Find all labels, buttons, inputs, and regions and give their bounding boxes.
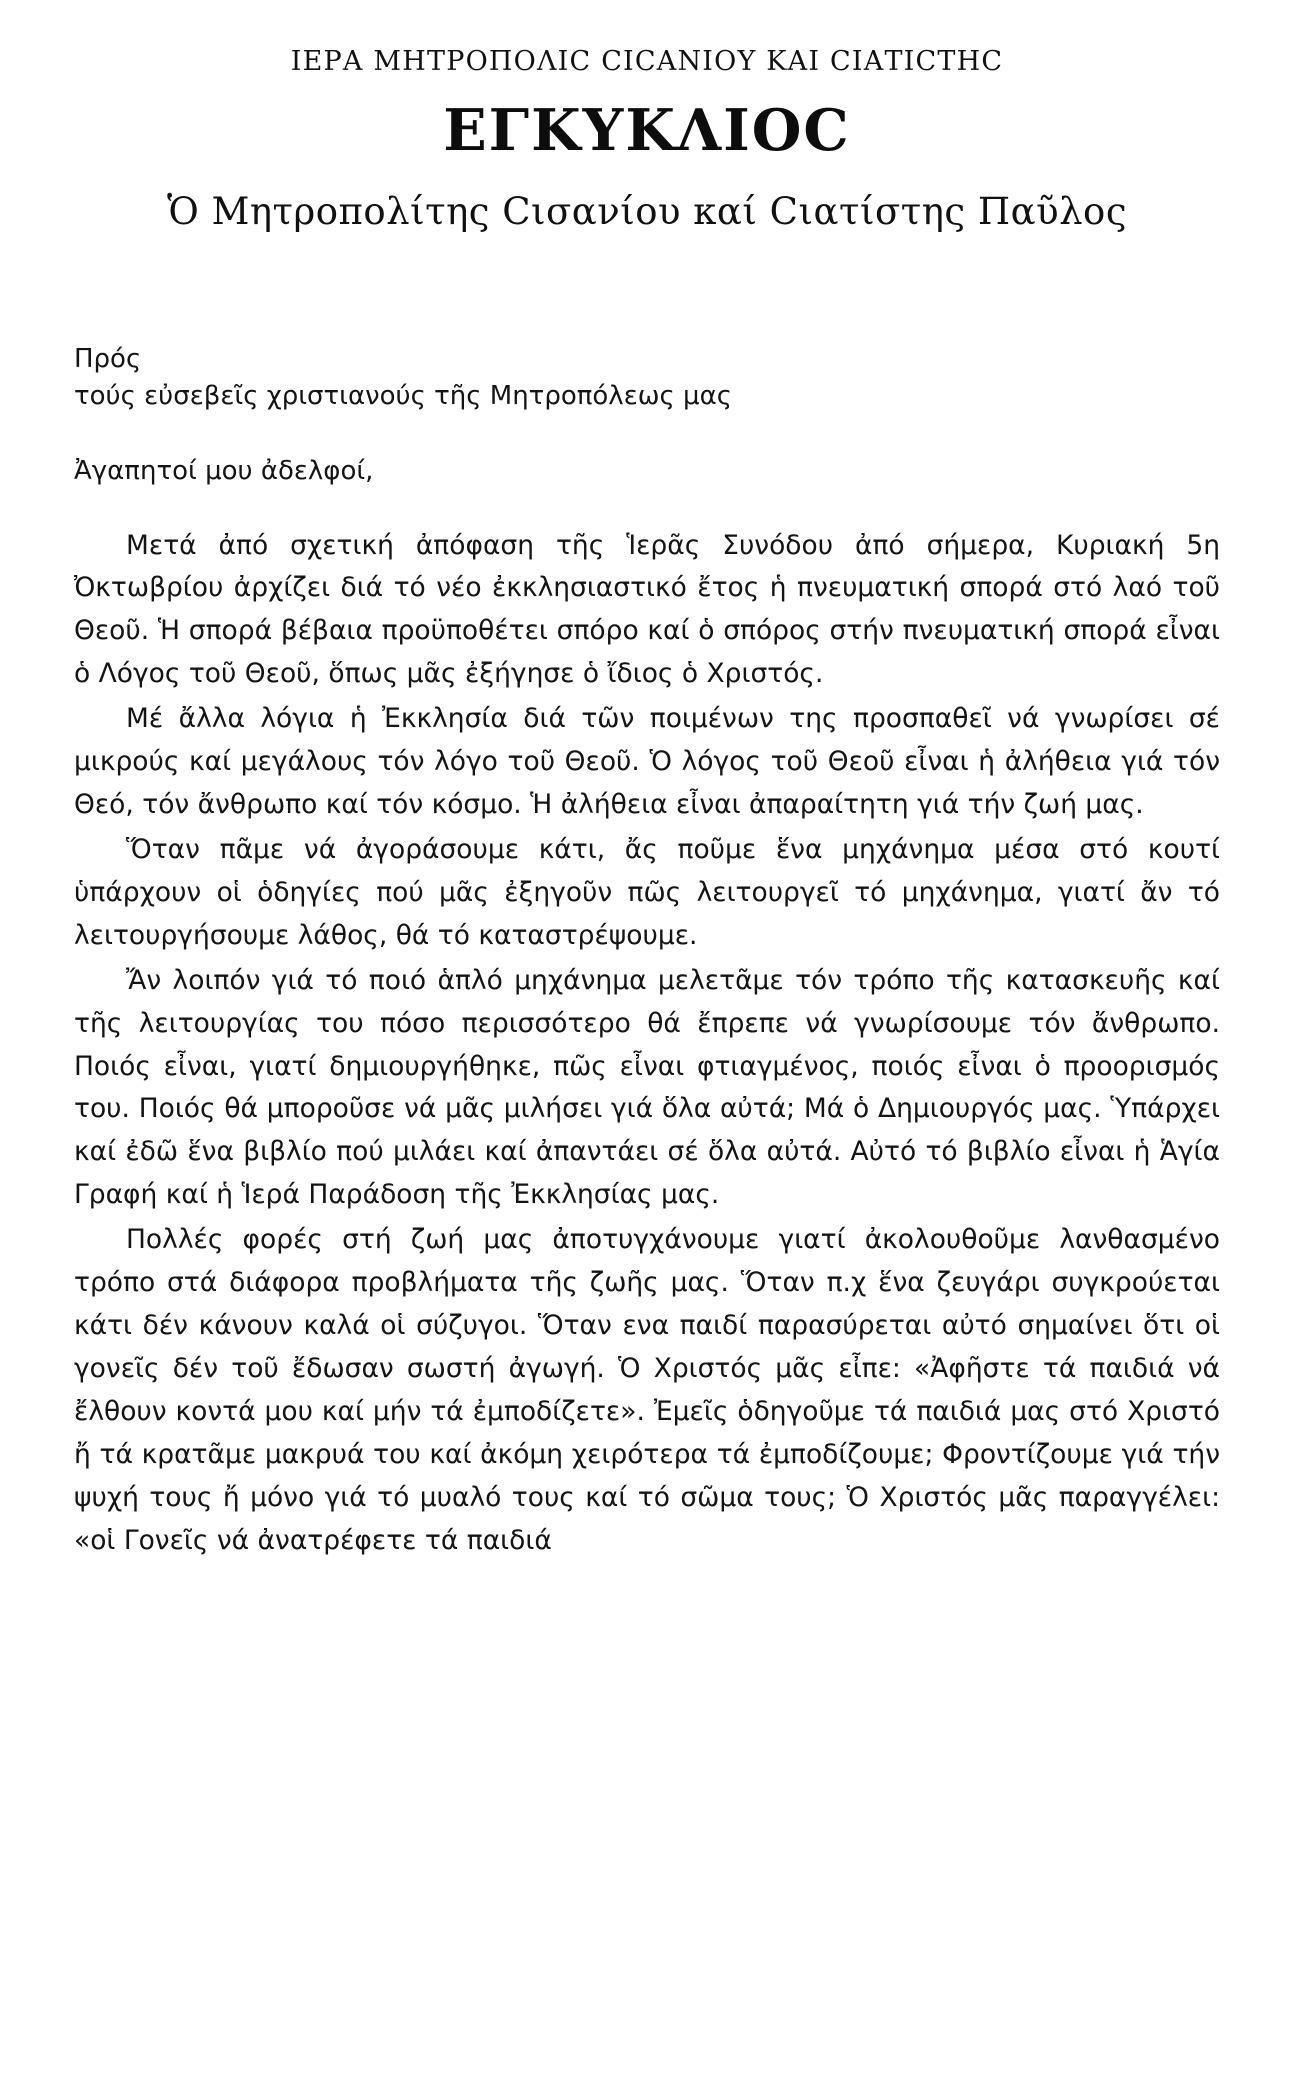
document-title: ΕΓΚΥΚΛΙΟC [443,97,851,164]
addressee-text: τούς εὐσεβεῖς χριστιανούς τῆς Μητροπόλεως μας [74,380,732,411]
addressee-label: Πρός [74,344,142,374]
title-body-spacer [74,233,1220,341]
body-paragraph: Ἄν λοιπόν γιά τό ποιό ἁπλό μηχάνημα μελετᾶμε τόν τρόπο τῆς κατασκευῆς καί τῆς λειτουργίας του πόσο περισσότερο θά ἔπρεπε νά γνωρίσουμε τόν ἄνθρωπο. Ποιός εἶναι, γιατί δημιουργήθηκε, πῶς εἶναι φτιαγμένος, ποιός εἶναι ὁ προορισμός του. Ποιός θά μποροῦσε νά μᾶς μιλήσει γιά ὅλα αὐτά; Μά ὁ Δημιουργός μας. Ὑπάρχει καί ἐδῶ ἕνα βιβλίο πού μιλάει καί ἀπαντάει σέ ὅλα αὐτά. Αὐτό τό βιβλίο εἶναι ἡ Ἁγία Γραφή καί ἡ Ἱερά Παράδοση τῆς Ἐκκλησίας μας. [74,964,1220,1211]
salutation: Ἀγαπητοί μου ἀδελφοί, [74,455,374,486]
salutation-spacer [74,491,1220,525]
body-paragraph: Μετά ἀπό σχετική ἀπόφαση τῆς Ἱερᾶς Συνόδου ἀπό σήμερα, Κυριακή 5η Ὀκτωβρίου ἀρχίζει διά τό νέο ἐκκλησιαστικό ἔτος ἡ πνευματική σπορά στό λαό τοῦ Θεοῦ. Ἡ σπορά βέβαια προϋποθέτει σπόρο καί ὁ σπόρος στήν πνευματική σπορά εἶναι ὁ Λόγος τοῦ Θεοῦ, ὅπως μᾶς ἐξήγησε ὁ ἴδιος ὁ Χριστός. [74,529,1220,690]
masthead-diocese-name: ΙΕΡΑ ΜΗΤΡΟΠΟΛΙC CICΑΝΙΟΥ ΚΑΙ CΙΑΤΙCΤΗC [290,46,1004,77]
document-subtitle: Ὁ Μητροπολίτης Cισανίου καί Cιατίστης Παῦλος [166,190,1128,233]
body-paragraph: Ὅταν πᾶμε νά ἀγοράσουμε κάτι, ἄς ποῦμε ἕνα μηχάνημα μέσα στό κουτί ὑπάρχουν οἱ ὁδηγίες πού μᾶς ἐξηγοῦν πῶς λειτουργεῖ τό μηχάνημα, γιατί ἄν τό λειτουργήσουμε λάθος, θά τό καταστρέψουμε. [74,833,1220,951]
body-paragraph: Πολλές φορές στή ζωή μας ἀποτυγχάνουμε γιατί ἀκολουθοῦμε λανθασμένο τρόπο στά διάφορα προβλήματα τῆς ζωῆς μας. Ὅταν π.χ ἕνα ζευγάρι συγκρούεται κάτι δέν κάνουν καλά οἱ σύζυγοι. Ὅταν ενα παιδί παρασύρεται αὐτό σημαίνει ὅτι οἱ γονεῖς δέν τοῦ ἔδωσαν σωστή ἀγωγή. Ὁ Χριστός μᾶς εἶπε: «Ἀφῆστε τά παιδιά νά ἔλθουν κοντά μου καί μήν τά ἐμποδίζετε». Ἐμεῖς ὁδηγοῦμε τά παιδιά μας στό Χριστό ἤ τά κρατᾶμε μακρυά του καί ἀκόμη χειρότερα τά ἐμποδίζουμε; Φροντίζουμε γιά τήν ψυχή τους ἤ μόνο γιά τό μυαλό τους καί τό σῶμα τους; Ὁ Χριστός μᾶς παραγγέλει: «οἱ Γονεῖς νά ἀνατρέφετε τά παιδιά [74,1224,1220,1556]
body-paragraph: Μέ ἄλλα λόγια ἡ Ἐκκλησία διά τῶν ποιμένων της προσπαθεῖ νά γνωρίσει σέ μικρούς καί μεγάλους τόν λόγο τοῦ Θεοῦ. Ὁ λόγος τοῦ Θεοῦ εἶναι ἡ ἀλήθεια γιά τόν Θεό, τόν ἄνθρωπο καί τόν κόσμο. Ἡ ἀλήθεια εἶναι ἀπαραίτητη γιά τήν ζωή μας. [74,703,1220,821]
